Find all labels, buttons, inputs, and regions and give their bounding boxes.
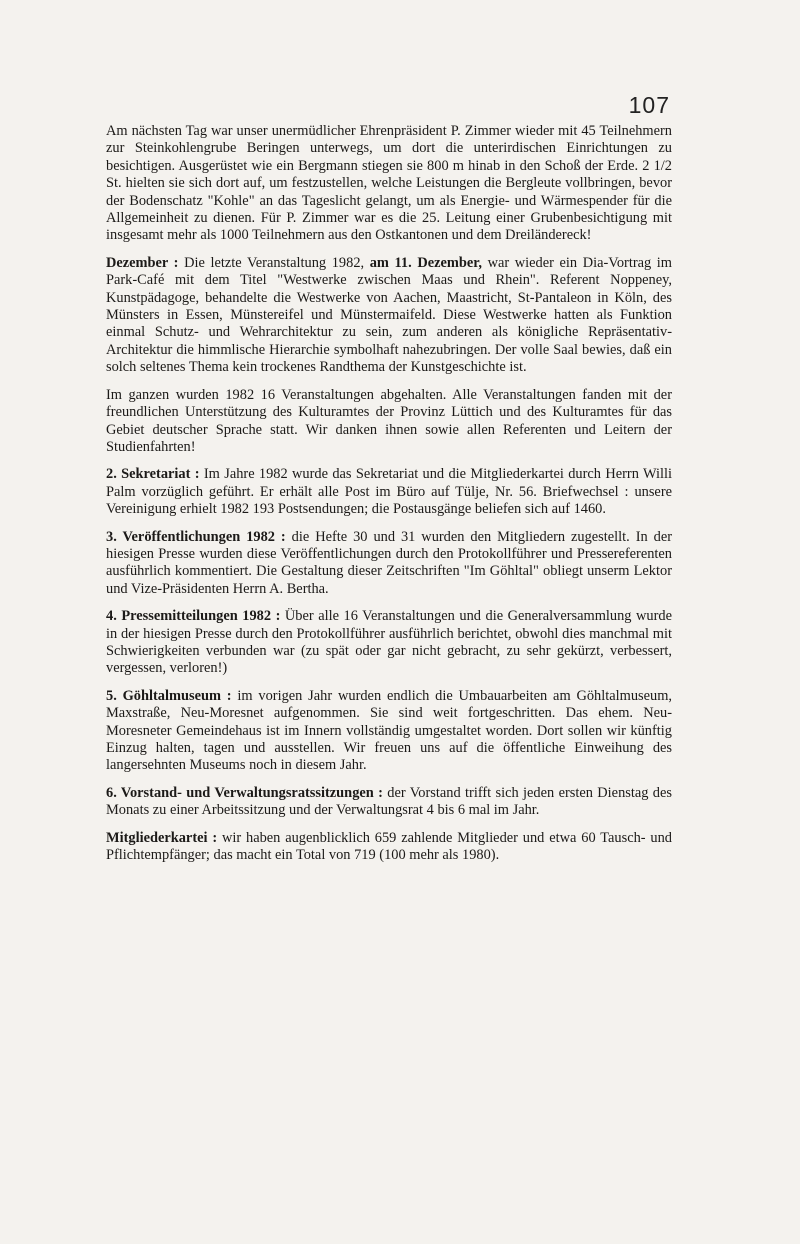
paragraph-label-publications: 3. Veröffentlichungen 1982 : <box>106 528 286 545</box>
paragraph-secretariat-text: Im Jahre 1982 wurde das Sekretariat und die Mitgliederkartei durch Herrn Willi Palm vorzüglich geführt. Er erhält alle Post im Büro auf Tülje, Nr. 56. Briefwechsel : unsere Vereinigung erhielt 1982 193 Postsendungen; die Postausgänge beliefen sich auf 1460. <box>106 466 672 518</box>
paragraph-december <box>106 255 672 377</box>
paragraph-label-secretariat: 2. Sekretariat : <box>106 466 200 483</box>
paragraph-label-board-meetings: 6. Vorstand- und Verwaltungsratssitzungen : <box>106 784 383 801</box>
paragraph-secretariat <box>106 466 672 518</box>
paragraph-press <box>106 608 672 678</box>
paragraph-label-membership: Mitgliederkartei : <box>106 829 218 846</box>
paragraph-museum-text: im vorigen Jahr wurden endlich die Umbauarbeiten am Göhltalmuseum, Maxstraße, Neu-Moresnet aufgenommen. Sie sind weit fortgeschritten. Das ehem. Neu-Moresneter Gemeindehaus ist im Innern vollständig umgestaltet worden. Dort sollen wir künftig Einzug halten, tagen und ausstellen. Wir freuen uns auf die öffentliche Einweihung des langersehnten Museums noch in diesem Jahr. <box>106 687 672 774</box>
page-number: 107 <box>628 92 670 118</box>
paragraph-membership <box>106 830 672 865</box>
paragraph-publications <box>106 529 672 599</box>
paragraph-board-meetings <box>106 785 672 820</box>
paragraph-summary: Im ganzen wurden 1982 16 Veranstaltungen abgehalten. Alle Veranstaltungen fanden mit der freundlichen Unterstützung des Kulturamtes der Provinz Lüttich und des Kulturamtes für das Gebiet deutscher Sprache statt. Wir danken ihnen sowie allen Referenten und Leitern der Studienfahrten! <box>106 386 672 455</box>
paragraph-december-text-2: war wieder ein Dia-Vortrag im Park-Café mit dem Titel "Westwerke zwischen Maas und Rhein". Referent Noppeney, Kunstpädagoge, behandelte die Westwerke von Aachen, Maastricht, St-Pantaleon in Köln, des Münsters in Essen, Münstereifel und Münstermaifeld. Diese Westwerke hatten als Funktion einmal Schutz- und Wehrarchitektur zu sein, zum anderen als königliche Repräsentativ-Architektur die himmlische Hierarchie symbolhaft nahezubringen. Der volle Saal bewies, daß ein solch seltenes Thema kein trockenes Randthema der Kunstgeschichte ist. <box>106 254 673 376</box>
paragraph-december-date: am 11. Dezember, <box>369 254 482 271</box>
paragraph-press-text: Über alle 16 Veranstaltungen und die Generalversammlung wurde in der hiesigen Presse durch den Protokollführer ausführlich berichtet, obwohl dies manchmal mit Schwierigkeiten verbunden war (zu spät oder gar nicht gebracht, zu sehr gekürzt, verbessert, vergessen, verloren!) <box>106 608 672 677</box>
paragraph-museum <box>106 688 672 775</box>
paragraph-label-december: Dezember : <box>106 254 179 271</box>
paragraph-membership-text: wir haben augenblicklich 659 zahlende Mitglieder und etwa 60 Tausch- und Pflichtempfänger; das macht ein Total von 719 (100 mehr als 1980). <box>106 829 672 864</box>
page-body <box>106 123 672 874</box>
paragraph-label-museum: 5. Göhltalmuseum : <box>106 687 232 704</box>
paragraph-board-meetings-text: der Vorstand trifft sich jeden ersten Dienstag des Monats zu einer Arbeitssitzung und der Verwaltungsrat 4 bis 6 mal im Jahr. <box>106 784 672 819</box>
paragraph-december-text-1: Die letzte Veranstaltung 1982, <box>178 254 370 271</box>
paragraph-mine-visit: Am nächsten Tag war unser unermüdlicher Ehrenpräsident P. Zimmer wieder mit 45 Teilnehmern zur Steinkohlengrube Beringen unterwegs, um dort die unterirdischen Einrichtungen zu besichtigen. Ausgerüstet wie ein Bergmann stiegen sie 800 m hinab in den Schoß der Erde. 2 1/2 St. hielten sie sich dort auf, um festzustellen, welche Leistungen die Bergleute vollbringen, bevor der Bodenschatz "Kohle" an das Tageslicht gelangt, um als Energie- und Wärmespender für die Allgemeinheit zu dienen. Für P. Zimmer war es die 25. Leitung einer Grubenbesichtigung mit insgesamt mehr als 1000 Teilnehmern aus den Ostkantonen und dem Dreiländereck! <box>106 123 672 244</box>
paragraph-label-press: 4. Pressemitteilungen 1982 : <box>106 608 281 625</box>
paragraph-publications-text: die Hefte 30 und 31 wurden den Mitgliedern zugestellt. In der hiesigen Presse wurden diese Veröffentlichungen durch den Protokollführer und Pressereferenten ausführlich kommentiert. Die Gestaltung dieser Zeitschriften "Im Göhltal" obliegt unserm Lektor und Vize-Präsidenten Herrn A. Bertha. <box>106 528 673 597</box>
